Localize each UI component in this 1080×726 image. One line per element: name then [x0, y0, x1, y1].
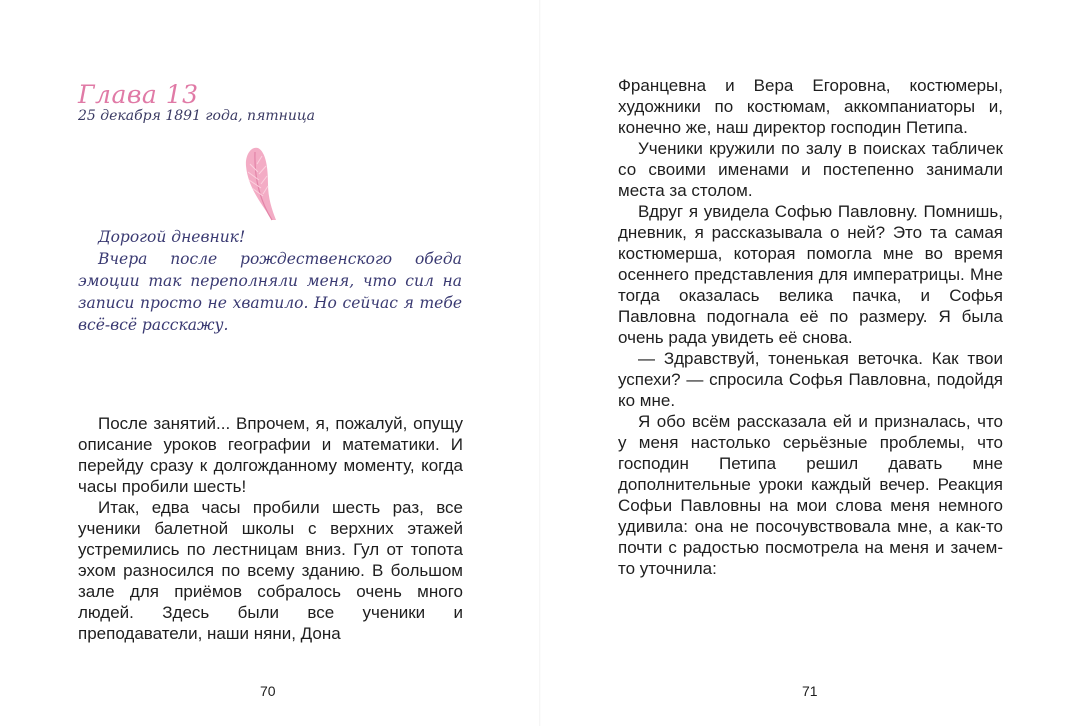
right-page	[540, 0, 1080, 726]
chapter-date: 25 декабря 1891 года, пятница	[78, 108, 315, 124]
diary-text: Вчера после рождественского обеда эмоции так переполняли меня, что сил на записи просто не хватило. Но сейчас я тебе всё-всё расскажу.	[78, 250, 462, 334]
paragraph: Я обо всём рассказала ей и призналась, что у меня настолько серьёзные проблемы, что господин Петипа решил давать мне дополнительные уроки каждый вечер. Реакция Софьи Павловны на мои слова меня немного удивила: она не посочувствовала мне, а как-то почти с радостью посмотрела на меня и зачем-то уточнила:	[618, 412, 1003, 578]
paragraph: Вдруг я увидела Софью Павловну. Помнишь, дневник, я рассказывала о ней? Это та самая костюмерша, которая помогла мне во время осеннего представления для императрицы. Мне тогда оказалась велика пачка, и Софья Павловна подогнала её по размеру. Я была очень рада увидеть её снова.	[618, 202, 1003, 347]
page-number-right: 71	[802, 683, 818, 699]
left-page-text	[78, 413, 463, 644]
chapter-title: Глава 13	[78, 80, 199, 109]
page-number-left: 70	[260, 683, 276, 699]
right-page-text	[618, 75, 1003, 579]
paragraph: — Здравствуй, тоненькая веточка. Как твои успехи? — спросила Софья Павловна, подойдя ко мне.	[618, 349, 1003, 410]
diary-entry	[78, 226, 462, 336]
paragraph-continuation: Францевна и Вера Егоровна, костюмеры, художники по костюмам, аккомпаниаторы и, конечно же, наш директор господин Петипа.	[618, 76, 1003, 137]
paragraph: Итак, едва часы пробили шесть раз, все ученики балетной школы с верхних этажей устремились по лестницам вниз. Гул от топота эхом разносился по всему зданию. В большом зале для приёмов собралось очень много людей. Здесь были все ученики и преподаватели, наши няни, Дона	[78, 498, 463, 643]
feather-icon	[232, 142, 282, 224]
diary-greeting: Дорогой дневник!	[98, 228, 246, 246]
paragraph: Ученики кружили по залу в поисках табличек со своими именами и постепенно занимали места за столом.	[618, 139, 1003, 200]
paragraph: После занятий... Впрочем, я, пожалуй, опущу описание уроков географии и математики. И перейду сразу к долгожданному моменту, когда часы пробили шесть!	[78, 414, 463, 496]
